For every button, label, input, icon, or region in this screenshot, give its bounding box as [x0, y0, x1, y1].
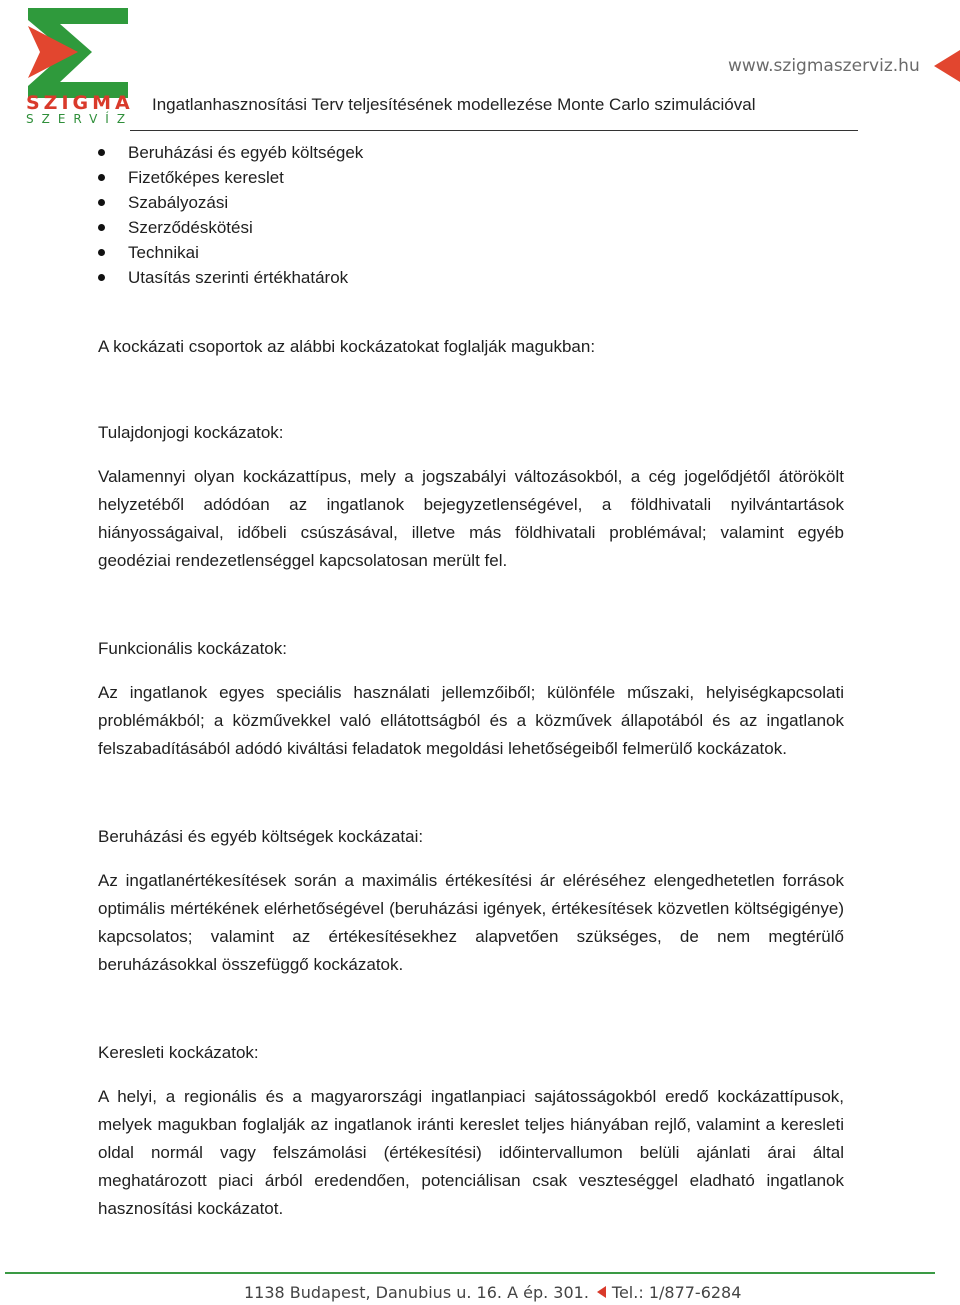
- header-divider: [130, 130, 858, 131]
- section-text-investment: Az ingatlanértékesítések során a maximális értékesítési ár eléréséhez elengedhetetlen források optimális mértékének elérhetőségével (beruházási igények, értékesítések közvetlen költségigénye) kapcsolatos; valamint az értékesítésekhez alapvetően szükséges, de nem megtérülő beruházásokkal összefüggő kockázatok.: [98, 871, 844, 974]
- section-text-functional: Az ingatlanok egyes speciális használati jellemzőiből; különféle műszaki, helyiségkapcsolati problémákból; a közművekkel való ellátottságból és a közművek állapotából és az ingatlanok felszabadításából adódó kiváltási feladatok megoldási lehetőségeiből felmerülő kockázatok.: [98, 683, 844, 758]
- list-item: Beruházási és egyéb költségek: [98, 140, 844, 165]
- bullet-icon: [98, 224, 105, 231]
- logo-text-top: SZIGMA: [26, 92, 134, 114]
- list-item: Fizetőképes kereslet: [98, 165, 844, 190]
- document-title: Ingatlanhasznosítási Terv teljesítésének modellezése Monte Carlo szimulációval: [152, 95, 756, 114]
- section-heading-ownership: Tulajdonjogi kockázatok:: [98, 423, 284, 442]
- red-arrow-icon: [930, 48, 960, 84]
- footer-contact: [244, 1283, 741, 1302]
- list-item: Utasítás szerinti értékhatárok: [98, 265, 844, 290]
- bullet-icon: [98, 149, 105, 156]
- footer-address: 1138 Budapest, Danubius u. 16. A ép. 301.: [244, 1283, 589, 1302]
- section-heading-investment: Beruházási és egyéb költségek kockázatai:: [98, 827, 424, 846]
- section-heading-functional: Funkcionális kockázatok:: [98, 639, 287, 658]
- logo-text-bottom: SZERVÍZ: [26, 112, 134, 126]
- risk-group-list: [98, 140, 844, 290]
- intro-paragraph: A kockázati csoportok az alábbi kockázatokat foglalják magukban:: [98, 337, 596, 356]
- footer-phone: Tel.: 1/877-6284: [611, 1283, 742, 1302]
- list-item: Technikai: [98, 240, 844, 265]
- list-item: Szerződéskötési: [98, 215, 844, 240]
- bullet-icon: [98, 199, 105, 206]
- website-url[interactable]: www.szigmaszerviz.hu: [728, 56, 920, 76]
- bullet-icon: [98, 274, 105, 281]
- list-item: Szabályozási: [98, 190, 844, 215]
- section-heading-demand: Keresleti kockázatok:: [98, 1043, 259, 1062]
- red-triangle-icon: [597, 1286, 606, 1298]
- bullet-icon: [98, 174, 105, 181]
- footer-divider: [5, 1272, 935, 1274]
- document-body: [98, 140, 844, 1223]
- section-text-demand: A helyi, a regionális és a magyarországi ingatlanpiaci sajátosságokból eredő kockázattípusok, melyek magukban foglalják az ingatlanok iránti kereslet teljes hiányában rejlő, valamint a keresleti oldal normál vagy felszámolási (értékesítési) időintervallumon belüli ajánlati árai által meghatározott piaci árból eredendően, potenciálisan csak veszteséggel eladható ingatlanok hasznosítási kockázatot.: [98, 1087, 844, 1218]
- section-text-ownership: Valamennyi olyan kockázattípus, mely a jogszabályi változásokból, a cég jogelődjétől átörökölt helyzetéből adódóan az ingatlanok bejegyzetlenségével, a földhivatali nyilvántartások hiányosságaival, időbeli csúszásával, illetve más földhivatali problémával; valamint egyéb geodéziai rendezetlenséggel kapcsolatosan merült fel.: [98, 467, 844, 570]
- bullet-icon: [98, 249, 105, 256]
